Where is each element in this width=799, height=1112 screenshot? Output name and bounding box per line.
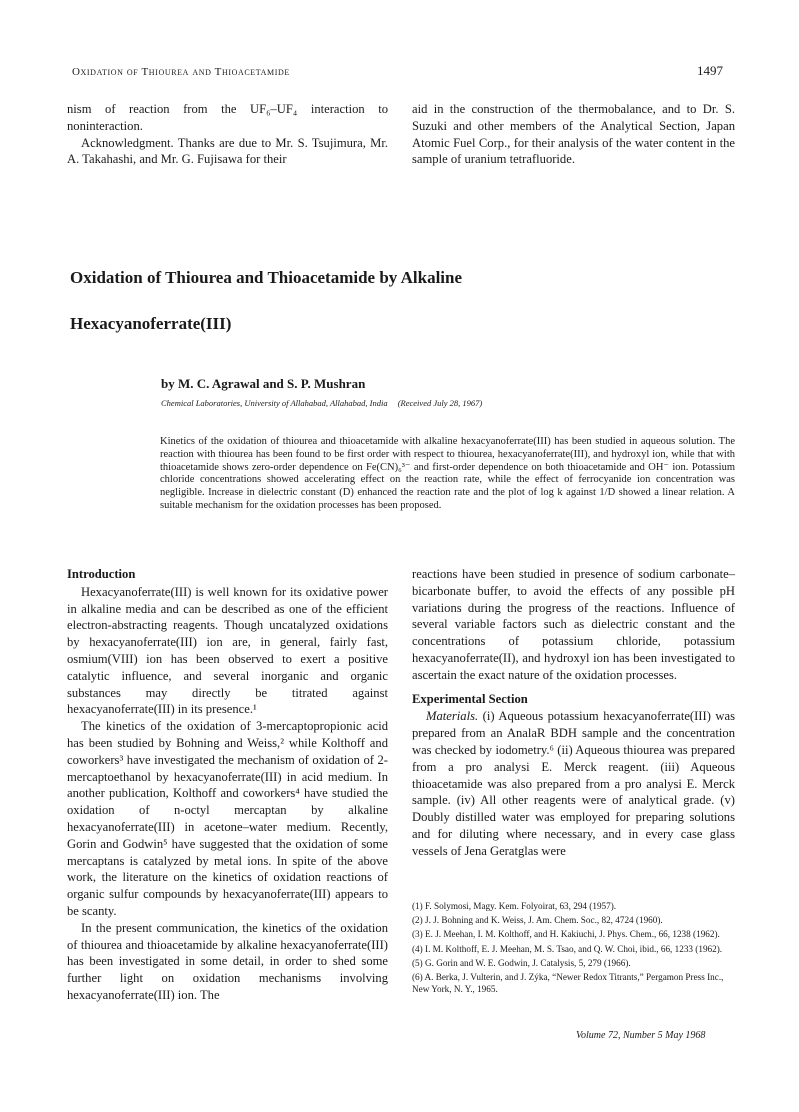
page-number: 1497 [697, 63, 723, 78]
previous-article-paragraph: aid in the construction of the thermobalance, and to Dr. S. Suzuki and other members of the Analytical Section, Japan Atomic Fuel Corp., for their analysis of the water content in the sample of uranium tetrafluoride. [412, 102, 735, 167]
section-heading-experimental: Experimental Section [412, 691, 528, 706]
intro-paragraph-3: In the present communication, the kinetics of the oxidation of thiourea and thioacetamide by alkaline hexacyanoferrate(III) has been investigated in some detail, in order to shed some further light on oxidation mechanisms involving hexacyanoferrate(III) ion. The [67, 920, 388, 1002]
reference-item: (1) F. Solymosi, Magy. Kem. Folyoirat, 63, 294 (1957). [412, 901, 617, 911]
materials-paragraph [412, 708, 735, 859]
reference-item: (2) J. J. Bohning and K. Weiss, J. Am. Chem. Soc., 82, 4724 (1960). [412, 915, 663, 926]
article-authors: by M. C. Agrawal and S. P. Mushran [161, 376, 366, 391]
previous-article-right [412, 101, 735, 168]
article-affiliation [161, 398, 482, 408]
article-title-line-1: Oxidation of Thiourea and Thioacetamide by Alkaline [70, 268, 463, 287]
abstract: Kinetics of the oxidation of thiourea and thioacetamide with alkaline hexacyanoferrate(III) has been studied in aqueous solution. The reaction with thiourea has been found to be first order with respect to thiourea, hexacyanoferrate(III), and hydroxyl ion, while that with thioacetamide shows zero-order dependence on Fe(CN)₆³⁻ and first-order dependence on both thioacetamide and OH⁻ ion. Potassium chloride concentrations showed accelerating effect on the reaction rate, while the effect of ferrocyanide ion concentration was negligible. Increase in dielectric constant (D) enhanced the reaction rate and the plot of log k against 1/D showed a linear relation. A suitable mechanism for the oxidation processes has been proposed. [160, 436, 735, 511]
affiliation-text: Chemical Laboratories, University of Allahabad, Allahabad, India [161, 398, 388, 408]
previous-article-left [67, 101, 388, 168]
reference-item: (5) G. Gorin and W. E. Godwin, J. Catalysis, 5, 279 (1966). [412, 957, 631, 968]
right-column [412, 566, 735, 860]
acknowledgment: Acknowledgment. Thanks are due to Mr. S. Tsujimura, Mr. A. Takahashi, and Mr. G. Fujisawa for their [67, 135, 388, 167]
left-column [67, 566, 388, 1004]
materials-text: (i) Aqueous potassium hexacyanoferrate(III) was prepared from an AnalaR BDH sample and the concentration was checked by iodometry.⁶ (ii) Aqueous thiourea was prepared from a pro analysi E. Merck reagent. (iii) Aqueous thioacetamide was also prepared from a pro analysi E. Merck sample. (iv) All other reagents were of analytical grade. (v) Doubly distilled water was employed for preparing solutions and for diluting where necessary, and in every case glass vessels of Jena Geratglas were [412, 709, 735, 858]
reference-item: (6) A. Berka, J. Vulterin, and J. Zýka, “Newer Redox Titrants,” Pergamon Press Inc., New York, N. Y., 1965. [412, 971, 724, 994]
intro-paragraph-1: Hexacyanoferrate(III) is well known for its oxidative power in alkaline media and can be described as one of the efficient electron-abstracting reagents. Though uncatalyzed oxidations by hexacyanoferrate(III) ion are, in general, fairly fast, osmium(VIII) ion has been observed to exert a positive catalytic influence, and several inorganic and organic substances may directly be titrated against hexacyanoferrate(III) in its presence.¹ [67, 584, 388, 717]
intro-paragraph-4: reactions have been studied in presence of sodium carbonate–bicarbonate buffer, to avoid the effects of any possible pH variations during the progress of the reactions. Influence of several variable factors such as dielectric constant and the concentrations of potassium chloride, potassium hexacyanoferrate(II), and hydroxyl ion has been investigated to ascertain the exact nature of the oxidation processes. [412, 567, 735, 682]
reference-item: (4) I. M. Kolthoff, E. J. Meehan, M. S. Tsao, and Q. W. Choi, ibid., 66, 1233 (1962). [412, 943, 723, 954]
article-title-line-2: Hexacyanoferrate(III) [70, 314, 232, 333]
materials-label: Materials. [426, 709, 479, 724]
received-date: (Received July 28, 1967) [397, 398, 483, 408]
previous-article-paragraph: nism of reaction from the UF₆–UF₄ interaction to noninteraction. [67, 102, 388, 133]
references [412, 901, 735, 998]
reference-item: (3) E. J. Meehan, I. M. Kolthoff, and H. Kakiuchi, J. Phys. Chem., 66, 1238 (1962). [412, 929, 720, 940]
journal-footer: Volume 72, Number 5 May 1968 [576, 1030, 706, 1041]
section-heading-introduction: Introduction [67, 567, 136, 581]
intro-paragraph-2: The kinetics of the oxidation of 3-mercaptopropionic acid has been studied by Bohning and Weiss,² while Kolthoff and coworkers³ have investigated the mechanism of oxidation of 2-mercaptoethanol by hexacyanoferrate(III) in acid medium. In another publication, Kolthoff and coworkers⁴ have studied the oxidation of n-octyl mercaptan by alkaline hexacyanoferrate(III) in acetone–water medium. Recently, Gorin and Godwin⁵ have suggested that the oxidation of some mercaptans is catalyzed by metal ions. In spite of the above work, the literature on the kinetics of oxidation reactions of organic sulfur compounds by hexacyanoferrate(III) appears to be scanty. [67, 719, 388, 918]
running-title: Oxidation of Thiourea and Thioacetamide [72, 66, 290, 78]
